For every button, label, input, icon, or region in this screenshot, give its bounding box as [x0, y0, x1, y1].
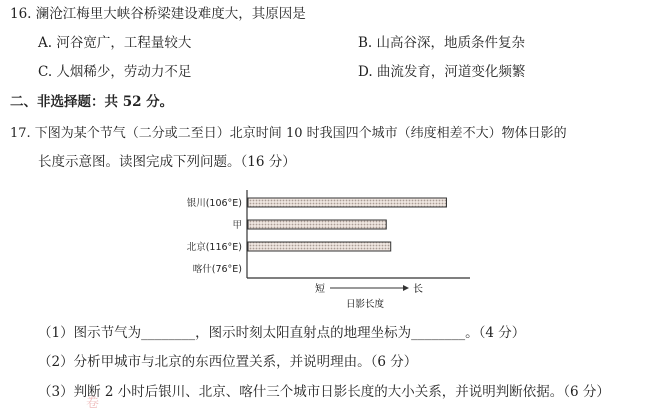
category-label: 喀什(76°E)	[192, 264, 242, 275]
watermark: 卷	[86, 396, 100, 411]
q16-option-b: B. 山高谷深，地质条件复杂	[358, 35, 526, 51]
shadow-bar	[248, 198, 446, 207]
q16-option-a: A. 河谷宽广，工程量较大	[38, 35, 192, 51]
shadow-bar	[248, 242, 391, 251]
q17-sub2: （2）分析甲城市与北京的东西位置关系，并说明理由。（6 分）	[38, 354, 418, 370]
section-heading: 二、非选择题：共 52 分。	[10, 94, 174, 110]
category-label: 北京(116°E)	[186, 242, 242, 253]
q17-sub1: （1）图示节气为________，图示时刻太阳直射点的地理坐标为________。（4 分）	[38, 325, 526, 341]
q17-stem-line2: 长度示意图。读图完成下列问题。（16 分）	[38, 154, 296, 170]
category-label: 甲	[232, 220, 242, 231]
q16-option-d: D. 曲流发育，河道变化频繁	[358, 64, 526, 80]
q16-stem: 16. 澜沧江梅里大峡谷桥梁建设难度大，其原因是	[10, 6, 306, 22]
shadow-length-chart	[150, 190, 480, 310]
axis-short-label: 短	[315, 284, 325, 295]
axis-arrow-head	[403, 285, 409, 291]
shadow-bar	[248, 220, 386, 229]
category-label: 银川(106°E)	[186, 198, 242, 209]
axis-long-label: 长	[413, 284, 423, 295]
q17-sub3: （3）判断 2 小时后银川、北京、喀什三个城市日影长度的大小关系，并说明判断依据。（6 分）	[38, 384, 610, 400]
q17-stem-line1: 17. 下图为某个节气（二分或二至日）北京时间 10 时我国四个城市（纬度相差不大）物体日影的	[10, 126, 567, 141]
q16-option-c: C. 人烟稀少，劳动力不足	[38, 64, 192, 80]
x-axis-title: 日影长度	[345, 299, 385, 310]
